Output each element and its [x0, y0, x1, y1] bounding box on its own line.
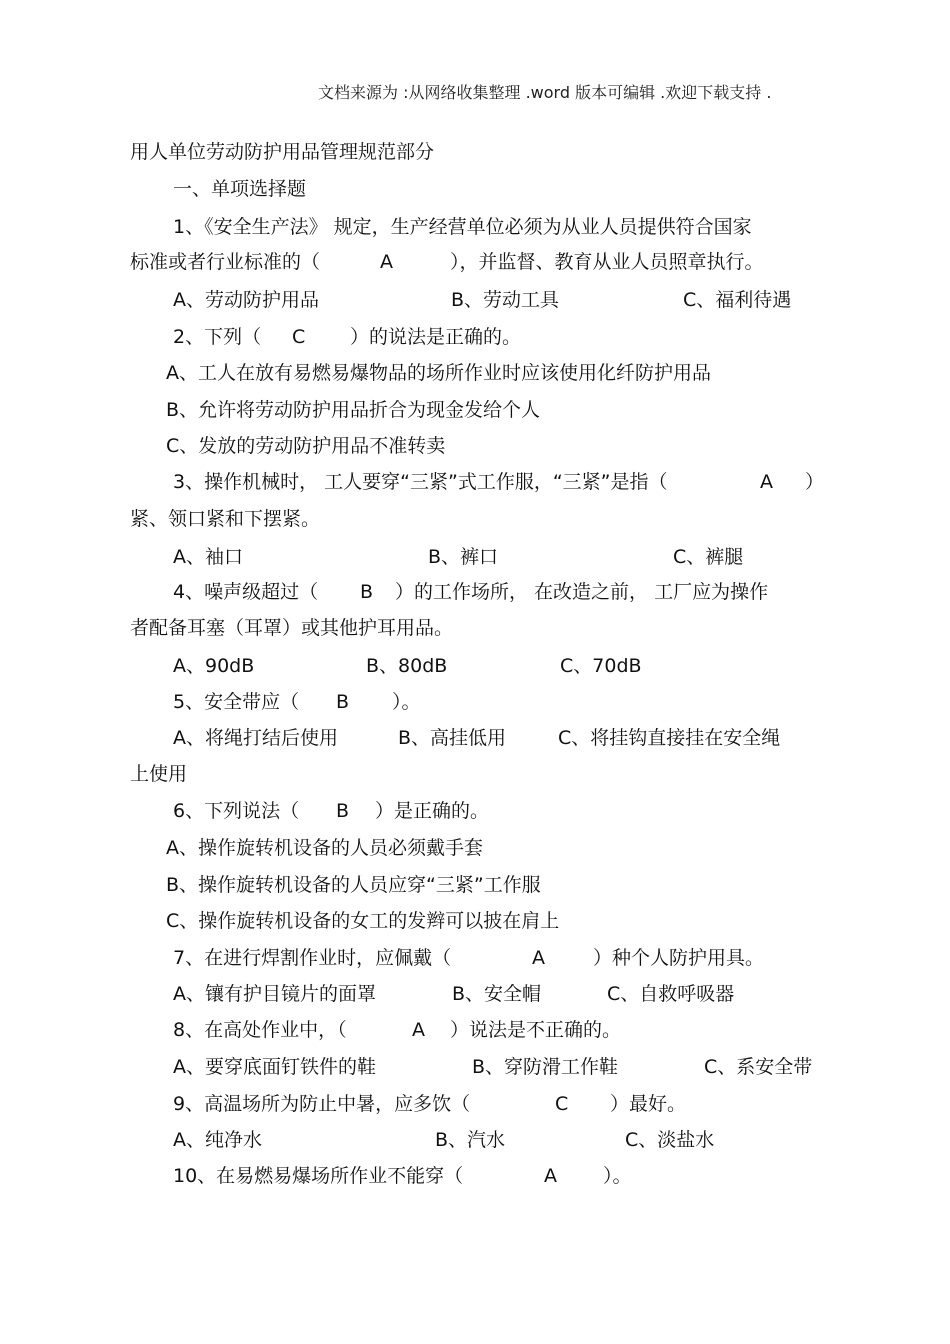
question-4-option-b: B、80dB [366, 655, 448, 677]
question-3-stem-end: ） [805, 471, 825, 493]
question-5-answer: B [336, 691, 350, 713]
question-9-option-c: C、淡盐水 [625, 1129, 715, 1151]
question-3-option-c: C、裤腿 [673, 546, 744, 568]
question-7-option-c: C、自救呼吸器 [607, 983, 735, 1005]
question-6-option-c: C、操作旋转机设备的女工的发辫可以披在肩上 [166, 910, 560, 932]
document-title: 用人单位劳动防护用品管理规范部分 [130, 141, 435, 163]
question-6-option-b: B、操作旋转机设备的人员应穿“三紧”工作服 [166, 874, 541, 896]
question-1-option-a: A、劳动防护用品 [173, 289, 319, 311]
section-heading: 一、单项选择题 [173, 178, 307, 200]
question-9-option-b: B、汽水 [435, 1129, 506, 1151]
question-9-stem: 9、高温场所为防止中暑，应多饮（ [173, 1093, 471, 1115]
question-6-answer: B [336, 800, 350, 822]
question-5-option-b: B、高挂低用 [398, 727, 507, 749]
question-4-option-a: A、90dB [173, 655, 255, 677]
question-3-stem: 3、操作机械时， 工人要穿“三紧”式工作服，“三紧”是指（ [173, 471, 668, 493]
question-4-line2: 者配备耳塞（耳罩）或其他护耳用品。 [130, 617, 454, 639]
question-8-option-c: C、系安全带 [704, 1056, 813, 1078]
question-3-answer: A [760, 471, 773, 493]
question-9-option-a: A、纯净水 [173, 1129, 262, 1151]
question-9-answer: C [555, 1093, 569, 1115]
question-7-stem-end: ）种个人防护用具。 [593, 947, 765, 969]
question-1-line2-end: ），并监督、教育从业人员照章执行。 [450, 251, 764, 273]
question-1-line2: 标准或者行业标准的（ [130, 251, 321, 273]
question-5-stem: 5、安全带应（ [173, 691, 300, 713]
question-2-option-c: C、发放的劳动防护用品不准转卖 [166, 435, 446, 457]
question-3-option-b: B、裤口 [428, 546, 499, 568]
question-10-stem-end: ）。 [603, 1165, 632, 1187]
question-4-answer: B [360, 581, 374, 603]
question-8-answer: A [412, 1019, 425, 1041]
page-header-note: 文档来源为 :从网络收集整理 .word 版本可编辑 .欢迎下载支持 . [318, 83, 772, 102]
question-5-option-c-cont: 上使用 [130, 763, 188, 785]
question-3-option-a: A、袖口 [173, 546, 243, 568]
question-8-option-a: A、要穿底面钉铁件的鞋 [173, 1056, 376, 1078]
question-2-stem: 2、下列（ [173, 326, 262, 348]
question-2-option-b: B、允许将劳动防护用品折合为现金发给个人 [166, 399, 541, 421]
question-2-stem-end: ）的说法是正确的。 [350, 326, 522, 348]
question-3-line2: 紧、领口紧和下摆紧。 [130, 508, 321, 530]
question-1-option-b: B、劳动工具 [451, 289, 560, 311]
question-7-option-b: B、安全帽 [452, 983, 542, 1005]
question-6-stem-end: ）是正确的。 [375, 800, 490, 822]
question-4-option-c: C、70dB [560, 655, 642, 677]
question-8-stem-end: ）说法是不正确的。 [450, 1019, 622, 1041]
question-5-option-a: A、将绳打结后使用 [173, 727, 338, 749]
question-4-stem-end: ）的工作场所， 在改造之前， 工厂应为操作 [395, 581, 769, 603]
question-5-option-c: C、将挂钩直接挂在安全绳 [558, 727, 781, 749]
question-2-answer: C [292, 326, 306, 348]
question-2-option-a: A、工人在放有易燃易爆物品的场所作业时应该使用化纤防护用品 [166, 362, 711, 384]
question-6-option-a: A、操作旋转机设备的人员必须戴手套 [166, 837, 483, 859]
question-5-stem-end: ）。 [392, 691, 421, 713]
question-1-option-c: C、福利待遇 [683, 289, 792, 311]
question-6-stem: 6、下列说法（ [173, 800, 300, 822]
question-8-option-b: B、穿防滑工作鞋 [472, 1056, 619, 1078]
question-10-stem: 10、在易燃易爆场所作业不能穿（ [173, 1165, 464, 1187]
question-7-stem: 7、在进行焊割作业时，应佩戴（ [173, 947, 452, 969]
question-1-line1: 1、《安全生产法》 规定，生产经营单位必须为从业人员提供符合国家 [173, 216, 752, 238]
question-4-stem: 4、噪声级超过（ [173, 581, 319, 603]
question-7-answer: A [532, 947, 545, 969]
question-8-stem: 8、在高处作业中，（ [173, 1019, 347, 1041]
question-10-answer: A [544, 1165, 557, 1187]
question-1-answer: A [380, 251, 393, 273]
question-7-option-a: A、镶有护目镜片的面罩 [173, 983, 376, 1005]
question-9-stem-end: ）最好。 [610, 1093, 687, 1115]
